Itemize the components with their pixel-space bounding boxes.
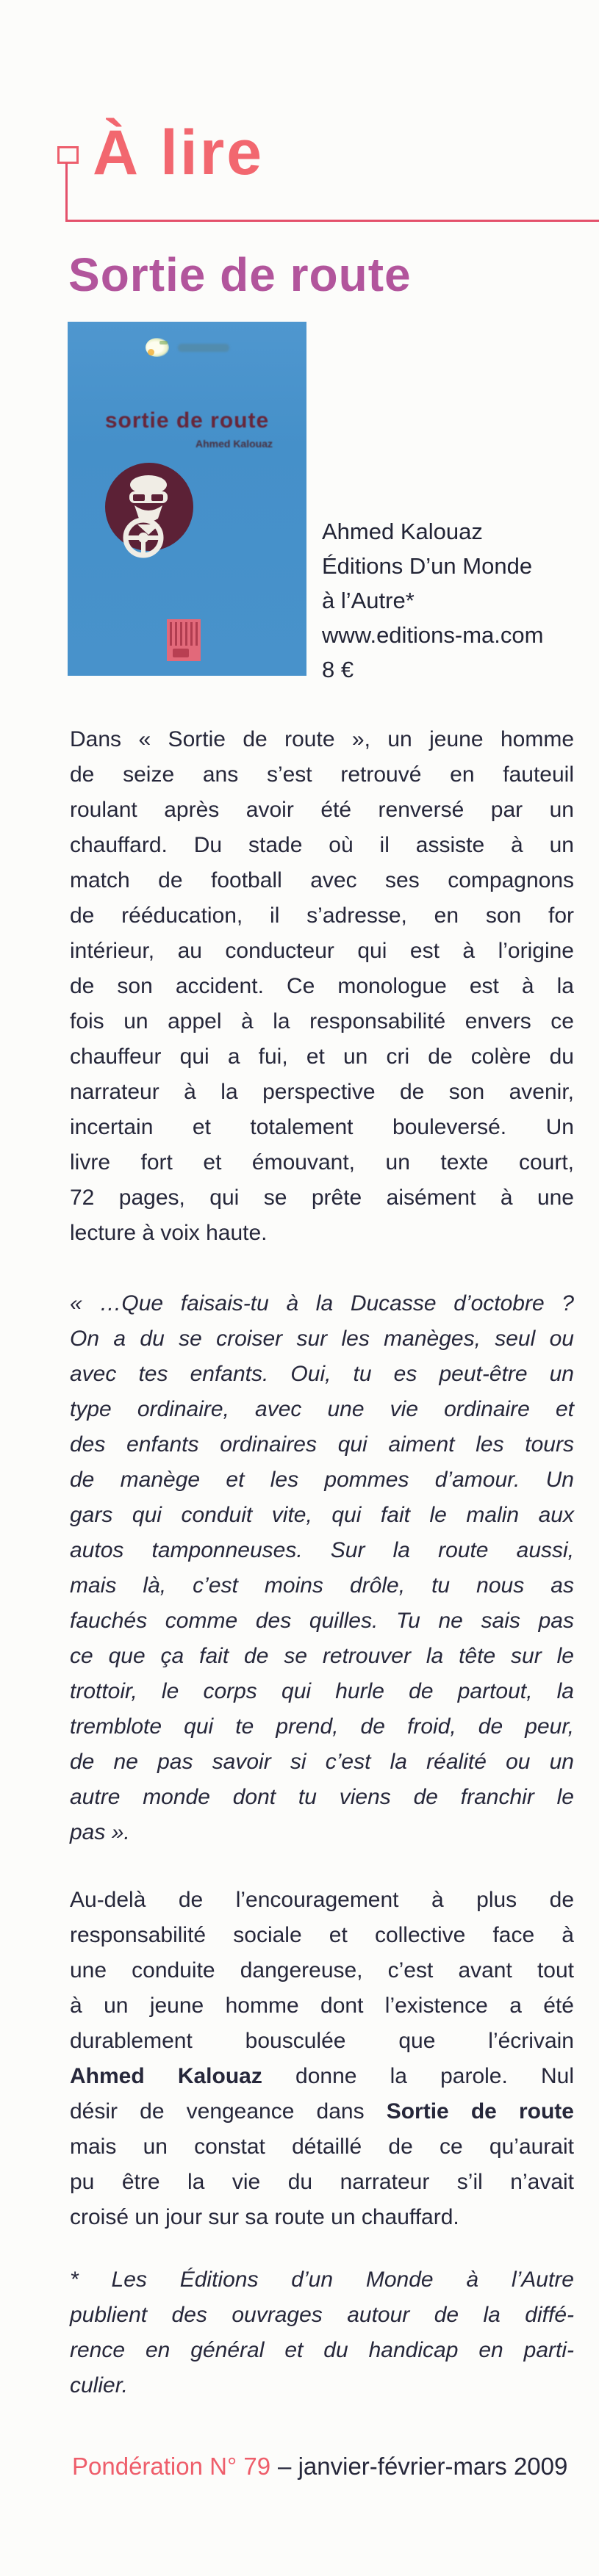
text-segment: Au-delà de l’encouragement à plus de [70, 1888, 574, 1912]
book-info [322, 514, 543, 687]
text-line: * Les Éditions d’un Monde à l’Autre [70, 2267, 574, 2292]
review-quote-paragraph [70, 1286, 574, 1850]
page-footer [72, 2450, 567, 2483]
publisher-logo-text [178, 344, 229, 352]
journal-name: Pondération N° 79 [72, 2453, 271, 2480]
text-line: autre monde dont tu viens de franchir le [70, 1785, 574, 1809]
text-segment: désir de vengeance dans [70, 2099, 387, 2124]
cover-title: sortie de route [104, 408, 270, 433]
text-segment: croisé un jour sur sa route un chauffard. [70, 2205, 459, 2229]
library-sticker [167, 619, 201, 661]
text-line [70, 1953, 574, 1988]
text-segment: donne la parole. Nul [262, 2064, 575, 2088]
text-line: fois un appel à la responsabilité envers ce [70, 1009, 574, 1033]
text-line: pas ». [70, 1820, 130, 1844]
text-line: trottoir, le corps qui hurle de partout, la [70, 1679, 574, 1703]
text-line: type ordinaire, avec une vie ordinaire et [70, 1397, 574, 1421]
text-line: 72 pages, qui se prête aisément à une [70, 1186, 574, 1210]
book-info-line: à l’Autre* [322, 588, 415, 613]
text-line: culier. [70, 2373, 128, 2398]
text-segment: à un jeune homme dont l’existence a été [70, 1994, 574, 2018]
text-line: lecture à voix haute. [70, 1221, 268, 1245]
text-line: rence en général et du handicap en parti- [70, 2338, 574, 2362]
review-closing-paragraph [70, 1883, 574, 2235]
text-line: chauffard. Du stade où il assiste à un [70, 833, 574, 857]
text-line: intérieur, au conducteur qui est à l’origine [70, 939, 574, 963]
text-line: tremblote qui te prend, de froid, de peur, [70, 1714, 574, 1739]
text-line: livre fort et émouvant, un texte court, [70, 1150, 574, 1175]
text-line [70, 1883, 574, 1918]
review-body [70, 722, 574, 2403]
review-intro-paragraph [70, 722, 574, 1251]
text-line: « …Que faisais-tu à la Ducasse d’octobre ? [70, 1291, 574, 1316]
text-line [70, 2129, 574, 2165]
text-line [70, 1988, 574, 2024]
book-info-line: 8 € [322, 657, 354, 682]
text-line: autos tamponneuses. Sur la route aussi, [70, 1538, 574, 1562]
book-cover [68, 322, 306, 676]
text-segment: responsabilité sociale et collective face à [70, 1923, 574, 1947]
section-rule [65, 220, 599, 222]
text-line: chauffeur qui a fui, et un cri de colère du [70, 1045, 574, 1069]
text-line: de seize ans s’est retrouvé en fauteuil [70, 762, 574, 787]
text-line [70, 2024, 574, 2059]
section-marker-square-icon [57, 146, 79, 164]
text-segment: durablement bousculée que l’écrivain [70, 2029, 574, 2053]
text-line: ce que ça fait de se retrouver la tête sur le [70, 1644, 574, 1668]
driver-portrait-icon [105, 463, 193, 563]
text-segment: une conduite dangereuse, c’est avant tout [70, 1958, 574, 1982]
text-line [70, 2059, 574, 2094]
bold-text: Sortie de route [386, 2099, 574, 2124]
text-line: match de football avec ses compagnons [70, 868, 574, 892]
text-line: mais là, c’est moins drôle, tu nous as [70, 1573, 574, 1598]
text-line: fauchés comme des quilles. Tu ne sais pas [70, 1609, 574, 1633]
text-line [70, 2094, 574, 2129]
issue-date: – janvier-février-mars 2009 [278, 2453, 568, 2480]
text-line: de son accident. Ce monologue est à la [70, 974, 574, 998]
text-line: narrateur à la perspective de son avenir, [70, 1080, 574, 1104]
book-info-line: Éditions D’un Monde [322, 553, 533, 579]
text-line: de rééducation, il s’adresse, en son for [70, 903, 574, 928]
text-line: gars qui conduit vite, qui fait le malin aux [70, 1503, 574, 1527]
text-line: avec tes enfants. Oui, tu es peut-être un [70, 1362, 574, 1386]
cover-author: Ahmed Kalouaz [195, 438, 273, 450]
section-title: À lire [93, 118, 265, 188]
text-line: roulant après avoir été renversé par un [70, 798, 574, 822]
publisher-logo-icon [146, 338, 169, 357]
text-line: On a du se croiser sur les manèges, seul ou [70, 1327, 574, 1351]
text-line: Dans « Sortie de route », un jeune homme [70, 727, 574, 751]
text-segment: mais un constat détaillé de ce qu’aurait [70, 2135, 574, 2159]
book-info-line: www.editions-ma.com [322, 622, 544, 648]
article-title: Sortie de route [68, 248, 412, 301]
text-line [70, 2200, 574, 2235]
text-line [70, 1918, 574, 1953]
text-line: incertain et totalement bouleversé. Un [70, 1115, 574, 1139]
text-line: publient des ouvrages autour de la diffé- [70, 2303, 574, 2327]
text-line [70, 2165, 574, 2200]
book-info-line: Ahmed Kalouaz [322, 519, 483, 544]
review-footnote [70, 2262, 574, 2403]
text-line: de ne pas savoir si c’est la réalité ou un [70, 1750, 574, 1774]
text-line: des enfants ordinaires qui aiment les tours [70, 1432, 574, 1457]
section-marker-line [65, 163, 68, 222]
text-line: de manège et les pommes d’amour. Un [70, 1468, 574, 1492]
text-segment: pu être la vie du narrateur s’il n’avait [70, 2170, 574, 2194]
bold-text: Ahmed Kalouaz [70, 2064, 262, 2088]
